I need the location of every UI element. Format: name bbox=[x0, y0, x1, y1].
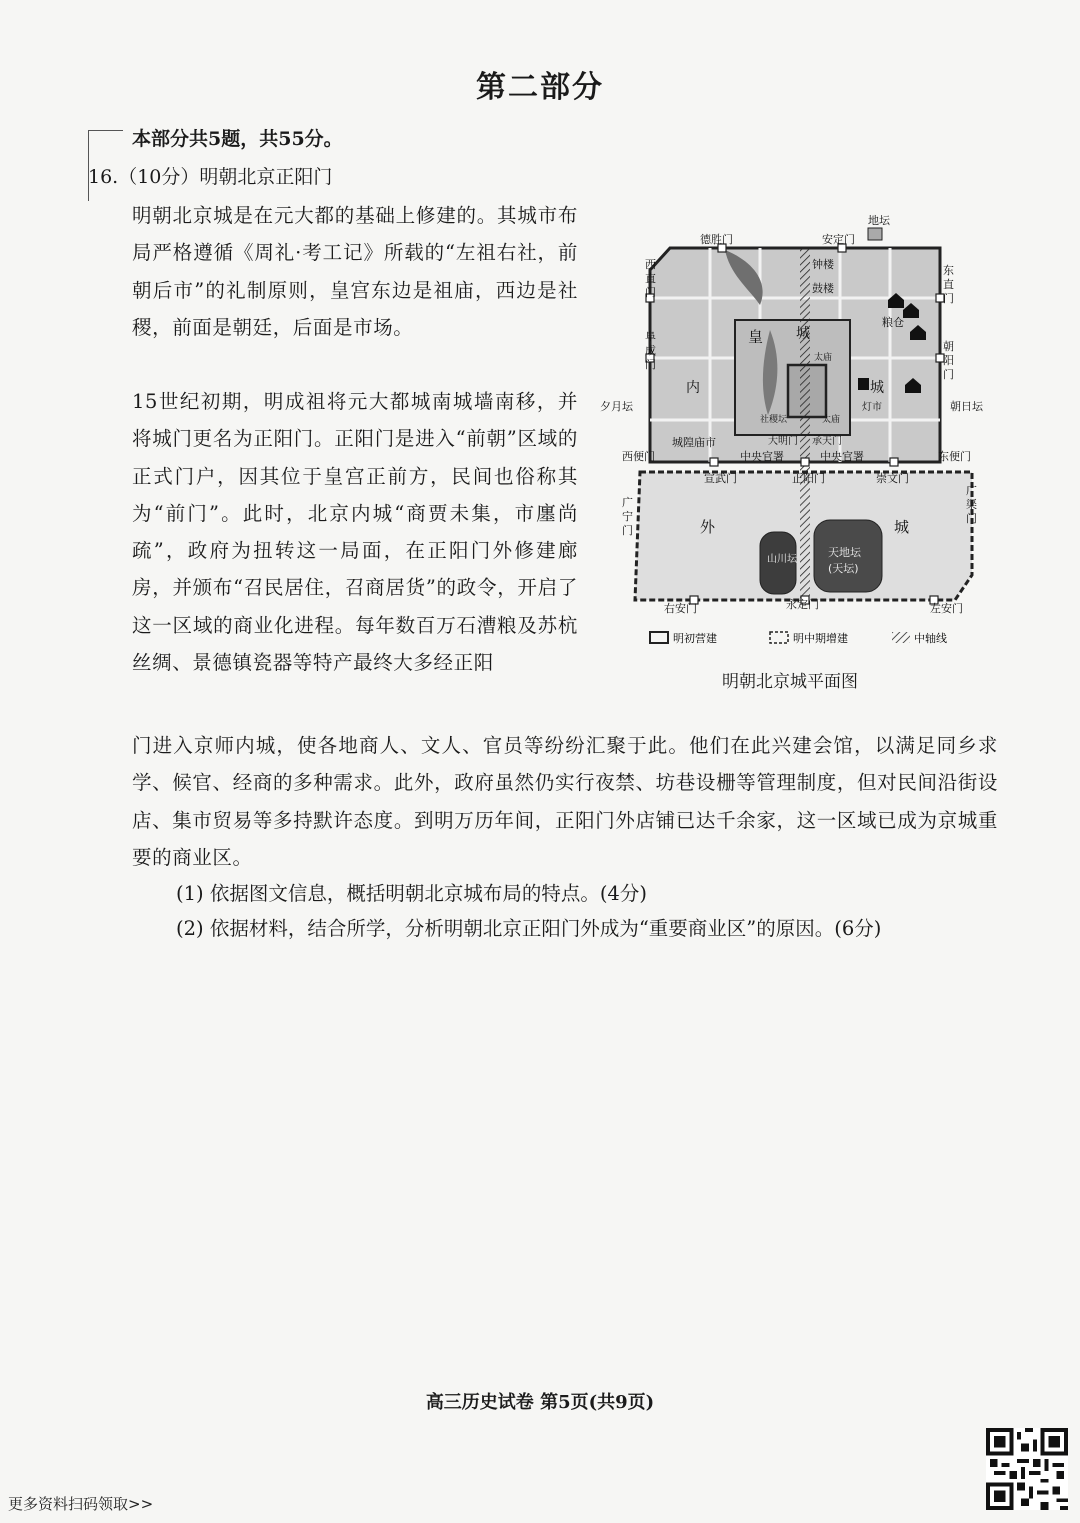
label-cheng-outer: 城 bbox=[894, 518, 910, 536]
label-chaoyangmen-3: 门 bbox=[943, 368, 954, 381]
page-footer: 高三历史试卷 第5页(共9页) bbox=[425, 1392, 655, 1413]
qr-code-icon[interactable] bbox=[986, 1428, 1068, 1510]
label-sheji: 社稷坛 bbox=[760, 415, 788, 425]
label-tiandi: 天地坛 bbox=[828, 546, 861, 559]
label-xizhimen-3: 门 bbox=[645, 286, 656, 299]
label-taimiao: 太庙 bbox=[822, 415, 841, 425]
label-youanmen: 右安门 bbox=[664, 602, 697, 615]
legend-axis-swatch bbox=[892, 632, 910, 643]
label-huang: 皇 bbox=[748, 328, 764, 346]
legend-early-label: 明初营建 bbox=[673, 632, 717, 645]
paragraph-3: 门进入京师内城，使各地商人、文人、官员等纷纷汇聚于此。他们在此兴建会馆，以满足同乡求学、候官、经商的多种需求。此外，政府虽然仍实行夜禁、坊巷设栅等管理制度，但对民间沿街设店、集市贸易等多持默许态度。到明万历年间，正阳门外店铺已达千余家，这一区域已成为京城重要的商业区。 bbox=[132, 734, 998, 869]
label-guanshu-east: 中央官署 bbox=[820, 450, 864, 463]
label-dongbianmen: 东便门 bbox=[938, 450, 971, 463]
central-axis bbox=[800, 248, 810, 600]
label-fuchengmen-3: 门 bbox=[645, 358, 656, 371]
label-xibianmen: 西便门 bbox=[622, 450, 655, 463]
label-guangqumen-1: 广 bbox=[966, 484, 977, 497]
label-zhengyangmen: 正阳门 bbox=[792, 472, 825, 485]
paragraph-2: 15世纪初期，明成祖将元大都城南城墙南移，并将城门更名为正阳门。正阳门是进入“前朝”区域的正式门户，因其位于皇宫正前方，民间也俗称其为“前门”。此时，北京内城“商贾未集，市廛尚疏”，政府为扭转这一局面，在正阳门外修建廊房，并颁布“召民居住，召商居货”的政令，开启了这一区域的商业化进程。每年数百万石漕粮及苏杭丝绸、景德镇瓷器等特产最终大多经正阳 bbox=[132, 390, 578, 675]
legend-mid-swatch bbox=[770, 632, 788, 643]
ditan-square bbox=[868, 228, 882, 240]
label-guangningmen-1: 广 bbox=[622, 496, 633, 509]
label-chaoyangmen-2: 阳 bbox=[943, 354, 954, 367]
label-chenghuangmiao: 城隍庙市 bbox=[672, 436, 716, 449]
label-chaoyangmen-1: 朝 bbox=[943, 340, 954, 353]
label-dongzhimen-3: 门 bbox=[943, 292, 954, 305]
label-taimiao-small: 太庙 bbox=[814, 353, 833, 363]
label-guangningmen-3: 门 bbox=[622, 524, 633, 537]
label-guangqumen-2: 渠 bbox=[966, 498, 977, 511]
label-liangcang: 粮仓 bbox=[882, 316, 904, 329]
lantern-market-icon bbox=[858, 378, 869, 390]
label-zuoanmen: 左安门 bbox=[930, 602, 963, 615]
label-cheng-inner: 城 bbox=[796, 326, 810, 342]
label-andingmen: 安定门 bbox=[822, 233, 855, 246]
label-fuchengmen-1: 阜 bbox=[645, 330, 656, 343]
beijing-map bbox=[600, 210, 1000, 650]
map-caption: 明朝北京城平面图 bbox=[722, 672, 858, 692]
section-title: 第二部分 bbox=[476, 70, 604, 105]
label-ditan: 地坛 bbox=[868, 214, 890, 227]
beijing-map-figure bbox=[600, 210, 1000, 650]
label-tiantan: (天坛) bbox=[828, 562, 859, 575]
label-shanchuantan: 山川坛 bbox=[767, 554, 797, 565]
legend-early-swatch bbox=[650, 632, 668, 643]
label-damingmen: 大明门 bbox=[768, 436, 798, 447]
label-chengtianmen: 承天门 bbox=[812, 436, 842, 447]
label-wai: 外 bbox=[700, 518, 716, 536]
label-deshengmen: 德胜门 bbox=[700, 233, 733, 246]
sub-question-2: (2) 依据材料，结合所学，分析明朝北京正阳门外成为“重要商业区”的原因。(6分) bbox=[176, 917, 882, 940]
label-yongdingmen: 永定门 bbox=[786, 598, 819, 611]
label-xizhimen-1: 西 bbox=[645, 258, 656, 271]
label-xuanwumen: 宣武门 bbox=[704, 472, 737, 485]
more-resources-link[interactable]: 更多资料扫码领取>> bbox=[8, 1495, 154, 1513]
label-fuchengmen-2: 成 bbox=[645, 344, 656, 357]
part-intro: 本部分共5题，共55分。 bbox=[132, 128, 343, 150]
label-guangningmen-2: 宁 bbox=[622, 510, 633, 523]
label-cheng-east: 城 bbox=[870, 380, 884, 396]
label-dengshi: 灯市 bbox=[862, 402, 882, 413]
label-zhonglou: 钟楼 bbox=[812, 258, 834, 271]
sub-question-1: (1) 依据图文信息，概括明朝北京城布局的特点。(4分) bbox=[176, 882, 647, 905]
paragraph-1: 明朝北京城是在元大都的基础上修建的。其城市布局严格遵循《周礼·考工记》所载的“左祖右社，前朝后市”的礼制原则，皇宫东边是祖庙，西边是社稷，前面是朝廷，后面是市场。 bbox=[132, 204, 578, 339]
label-gulou: 鼓楼 bbox=[812, 282, 834, 295]
label-dongzhimen-1: 东 bbox=[943, 264, 954, 277]
map-legend bbox=[650, 631, 947, 645]
legend-mid-label: 明中期增建 bbox=[793, 632, 848, 645]
label-nei: 内 bbox=[686, 380, 700, 396]
legend-axis-label: 中轴线 bbox=[914, 632, 947, 645]
label-dongzhimen-2: 直 bbox=[943, 278, 954, 291]
label-chongwenmen: 崇文门 bbox=[876, 472, 909, 485]
label-xizhimen-2: 直 bbox=[645, 272, 656, 285]
label-guanshu-west: 中央官署 bbox=[740, 450, 784, 463]
label-ritan: 朝日坛 bbox=[950, 400, 983, 413]
label-yueyuetan: 夕月坛 bbox=[600, 400, 633, 413]
label-guangqumen-3: 门 bbox=[966, 512, 977, 525]
question-heading: 16.（10分）明朝北京正阳门 bbox=[88, 166, 333, 188]
